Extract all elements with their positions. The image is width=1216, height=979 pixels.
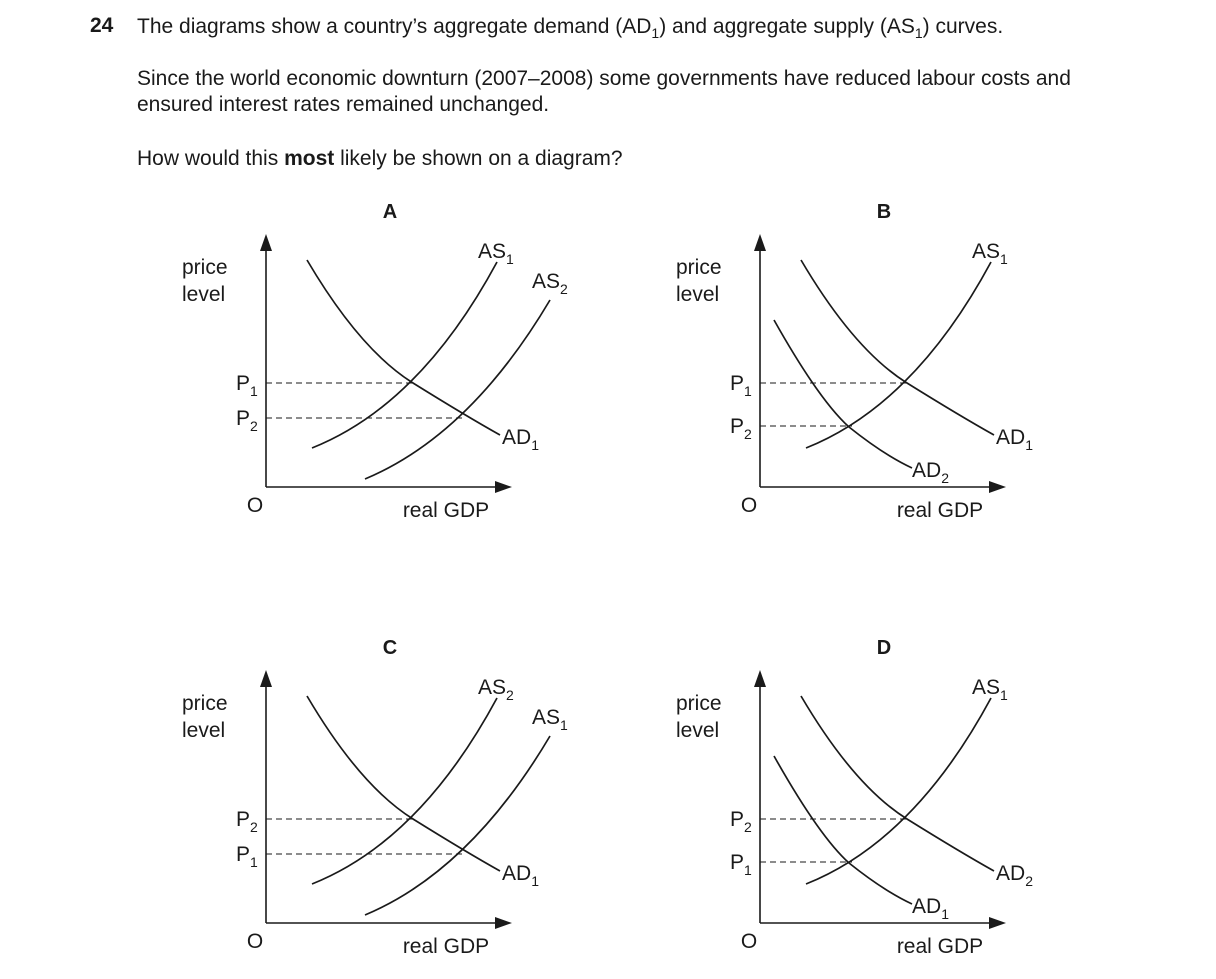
as1-label [972, 676, 1008, 703]
ad1-label [912, 895, 949, 922]
as1-label-base: AS [972, 240, 1001, 263]
as2-curve [312, 698, 497, 884]
y-axis-label-level: level [182, 719, 226, 742]
ad1-label-base: AD [502, 862, 532, 885]
price-label-lower-sub: 2 [250, 418, 258, 434]
y-axis-arrowhead [260, 670, 272, 687]
y-axis-label-price: price [676, 692, 722, 715]
origin-label: O [246, 930, 264, 953]
as1-label-sub: 1 [1000, 251, 1008, 267]
as2-label-base: AS [478, 676, 507, 699]
price-label-upper-sub: 1 [744, 383, 752, 399]
price-label-upper-sub: 2 [744, 819, 752, 835]
price-label-upper-base: P [236, 808, 251, 831]
y-axis-label-price: price [182, 692, 228, 715]
ad2-label-base: AD [912, 459, 942, 482]
x-axis-arrowhead [495, 917, 512, 929]
ad1-label-sub: 1 [531, 437, 539, 453]
y-axis-arrowhead [754, 234, 766, 251]
ad2-label [912, 459, 949, 486]
price-label-lower [730, 415, 752, 442]
ad1-label [502, 426, 539, 453]
ad2-label-base: AD [996, 862, 1026, 885]
price-label-lower [236, 843, 258, 870]
ad2-curve [801, 696, 994, 871]
ad1-curve [307, 696, 500, 871]
as1-label-base: AS [532, 706, 561, 729]
y-axis-label-price: price [182, 256, 228, 279]
origin-label: O [740, 930, 758, 953]
x-axis-label: real GDP [896, 935, 984, 958]
price-label-upper-base: P [236, 372, 251, 395]
ad2-label-sub: 2 [1025, 873, 1033, 889]
intro-ad: AD [622, 15, 652, 38]
y-axis-label-level: level [676, 283, 720, 306]
x-axis-arrowhead [495, 481, 512, 493]
question-ask [137, 146, 623, 172]
price-label-lower-base: P [730, 851, 745, 874]
ad2-label [996, 862, 1033, 889]
ad1-label-base: AD [912, 895, 942, 918]
y-axis-arrowhead [260, 234, 272, 251]
origin-label: O [246, 494, 264, 517]
diagram-b-svg [664, 190, 1216, 520]
diagram-option-b [664, 190, 1216, 520]
as1-label-sub: 1 [1000, 687, 1008, 703]
x-axis-label: real GDP [402, 935, 490, 958]
option-letter-b: B [876, 201, 892, 223]
ad1-label-base: AD [502, 426, 532, 449]
question-paragraph: Since the world economic downturn (2007–2008) some governments have reduced labour costs and ensured interest rates remained unchanged. [137, 67, 1071, 116]
price-label-lower [730, 851, 752, 878]
diagram-a-svg [170, 190, 730, 520]
ad1-label-sub: 1 [531, 873, 539, 889]
intro-text-1: The diagrams show a country’s aggregate demand ( [137, 15, 623, 38]
option-letter-d: D [876, 637, 892, 659]
x-axis-label: real GDP [402, 499, 490, 522]
as2-label-sub: 2 [560, 281, 568, 297]
y-axis-arrowhead [754, 670, 766, 687]
price-label-upper-sub: 1 [250, 383, 258, 399]
diagram-d-svg [664, 626, 1216, 956]
ad1-label [996, 426, 1033, 453]
price-label-upper [236, 372, 258, 399]
ask-bold: most [284, 147, 335, 170]
price-label-lower-sub: 1 [250, 854, 258, 870]
as1-label [972, 240, 1008, 267]
ad1-curve [801, 260, 994, 435]
as1-label-base: AS [972, 676, 1001, 699]
question-intro [137, 14, 1003, 46]
y-axis-label-price: price [676, 256, 722, 279]
intro-as-sub: 1 [914, 25, 923, 42]
intro-text-2: ) and aggregate supply ( [659, 15, 887, 38]
as2-label [478, 676, 514, 703]
price-label-lower-base: P [236, 407, 251, 430]
intro-text-3: ) curves. [922, 15, 1004, 38]
price-label-lower-sub: 2 [744, 426, 752, 442]
as1-curve [806, 698, 991, 884]
diagram-option-c [170, 626, 730, 956]
option-letter-c: C [382, 637, 398, 659]
intro-as: AS [886, 15, 915, 38]
as1-curve [806, 262, 991, 448]
x-axis-arrowhead [989, 481, 1006, 493]
option-letter-a: A [382, 201, 398, 223]
diagram-option-a [170, 190, 730, 520]
ad1-curve [307, 260, 500, 435]
price-label-upper [730, 808, 752, 835]
x-axis-label: real GDP [896, 499, 984, 522]
intro-ad-sub: 1 [651, 25, 660, 42]
as1-label-base: AS [478, 240, 507, 263]
x-axis-arrowhead [989, 917, 1006, 929]
diagram-c-svg [170, 626, 730, 956]
diagram-option-d [664, 626, 1216, 956]
ad1-label-base: AD [996, 426, 1026, 449]
as2-label-sub: 2 [506, 687, 514, 703]
price-label-upper-sub: 2 [250, 819, 258, 835]
question-number: 24 [90, 14, 114, 37]
price-label-upper [730, 372, 752, 399]
ad1-label-sub: 1 [941, 906, 949, 922]
y-axis-label-level: level [676, 719, 720, 742]
ad2-label-sub: 2 [941, 470, 949, 486]
as1-label [478, 240, 514, 267]
as1-curve [312, 262, 497, 448]
price-label-lower [236, 407, 258, 434]
price-label-lower-base: P [236, 843, 251, 866]
price-label-upper-base: P [730, 372, 745, 395]
ask-text-2: likely be shown on a diagram? [334, 147, 623, 170]
ad1-label-sub: 1 [1025, 437, 1033, 453]
as2-label [532, 270, 568, 297]
as1-label-sub: 1 [506, 251, 514, 267]
as2-label-base: AS [532, 270, 561, 293]
as1-label [532, 706, 568, 733]
ask-text-1: How would this [137, 147, 285, 170]
price-label-upper [236, 808, 258, 835]
origin-label: O [740, 494, 758, 517]
price-label-lower-base: P [730, 415, 745, 438]
as1-label-sub: 1 [560, 717, 568, 733]
price-label-lower-sub: 1 [744, 862, 752, 878]
ad1-label [502, 862, 539, 889]
y-axis-label-level: level [182, 283, 226, 306]
price-label-upper-base: P [730, 808, 745, 831]
